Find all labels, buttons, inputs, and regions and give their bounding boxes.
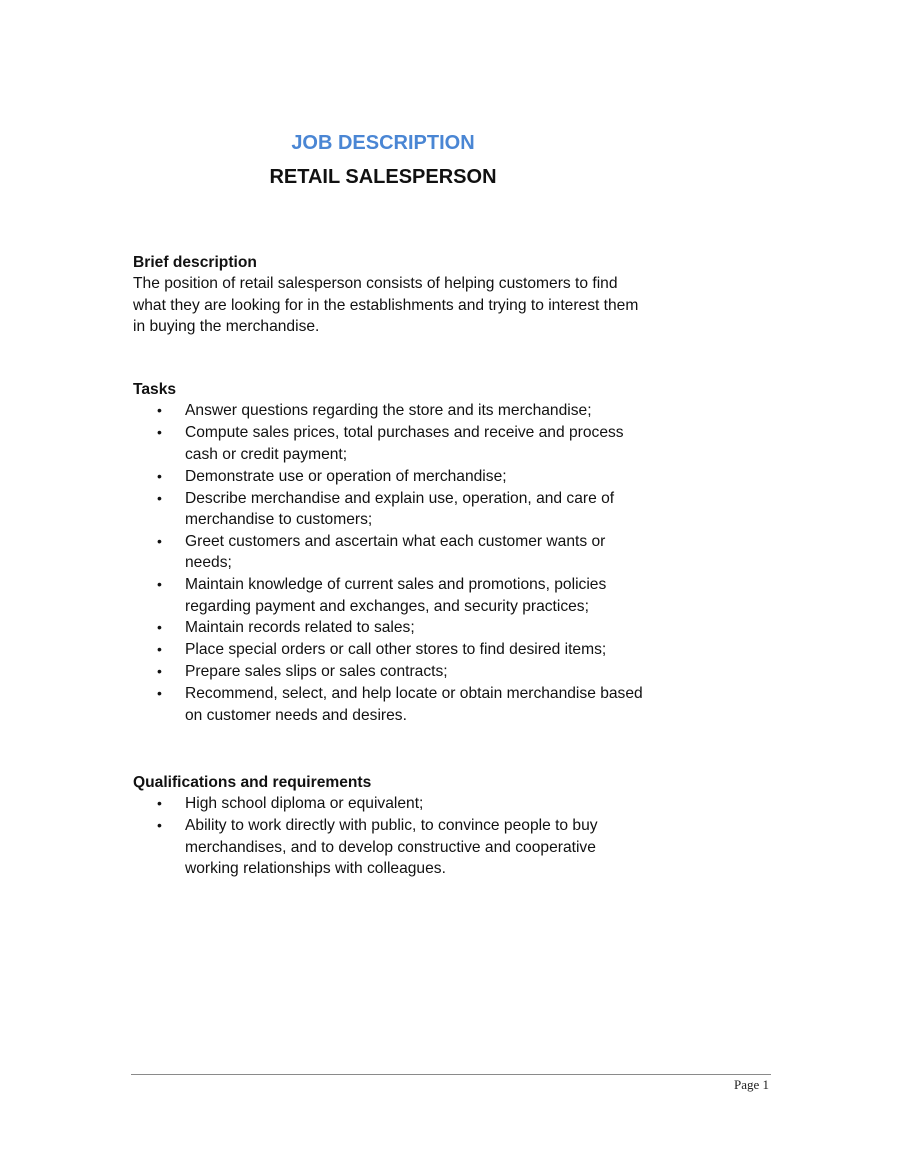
task-text: Compute sales prices, total purchases and receive and process cash or credit payment; bbox=[185, 424, 624, 463]
bullet-icon: • bbox=[157, 402, 162, 419]
qualifications-heading: Qualifications and requirements bbox=[133, 774, 372, 791]
qualification-item bbox=[133, 793, 645, 814]
brief-description-section bbox=[133, 252, 653, 338]
task-item bbox=[133, 422, 645, 465]
brief-description-heading: Brief description bbox=[133, 254, 257, 271]
document-title: JOB DESCRIPTION bbox=[291, 132, 475, 154]
qualification-text: High school diploma or equivalent; bbox=[185, 795, 424, 813]
bullet-icon: • bbox=[157, 817, 162, 834]
task-text: Maintain knowledge of current sales and promotions, policies regarding payment and exchanges, and security practices; bbox=[185, 576, 607, 615]
tasks-list bbox=[133, 400, 653, 726]
tasks-section bbox=[133, 379, 653, 727]
task-item bbox=[133, 531, 645, 574]
task-text: Demonstrate use or operation of merchandise; bbox=[185, 467, 507, 485]
bullet-icon: • bbox=[157, 424, 162, 441]
task-text: Greet customers and ascertain what each customer wants or needs; bbox=[185, 532, 606, 572]
bullet-icon: • bbox=[157, 795, 162, 812]
qualification-item bbox=[133, 815, 645, 879]
footer-divider bbox=[131, 1074, 771, 1075]
bullet-icon: • bbox=[157, 467, 162, 484]
document-subtitle: RETAIL SALESPERSON bbox=[269, 166, 497, 188]
bullet-icon: • bbox=[157, 619, 162, 636]
bullet-icon: • bbox=[157, 685, 162, 702]
task-text: Answer questions regarding the store and its merchandise; bbox=[185, 402, 592, 420]
task-item bbox=[133, 683, 645, 726]
task-text: Place special orders or call other stores to find desired items; bbox=[185, 641, 607, 659]
bullet-icon: • bbox=[157, 641, 162, 658]
tasks-heading: Tasks bbox=[133, 381, 177, 398]
task-text: Describe merchandise and explain use, operation, and care of merchandise to customers; bbox=[185, 489, 615, 528]
task-item bbox=[133, 617, 645, 638]
qualification-text: Ability to work directly with public, to convince people to buy merchandises, and to develop constructive and cooperative working relationships with colleagues. bbox=[185, 817, 598, 878]
bullet-icon: • bbox=[157, 489, 162, 506]
task-text: Recommend, select, and help locate or obtain merchandise based on customer needs and desires. bbox=[185, 685, 643, 724]
task-text: Maintain records related to sales; bbox=[185, 619, 415, 637]
task-text: Prepare sales slips or sales contracts; bbox=[185, 663, 448, 681]
task-item bbox=[133, 639, 645, 660]
task-item bbox=[133, 488, 645, 531]
task-item bbox=[133, 466, 645, 487]
task-item bbox=[133, 400, 645, 421]
task-item bbox=[133, 661, 645, 682]
bullet-icon: • bbox=[157, 663, 162, 680]
task-item bbox=[133, 574, 645, 617]
qualifications-list bbox=[133, 793, 653, 879]
bullet-icon: • bbox=[157, 576, 162, 593]
bullet-icon: • bbox=[157, 532, 162, 549]
page-number: Page 1 bbox=[733, 1077, 769, 1092]
brief-description-text: The position of retail salesperson consists of helping customers to find what they are looking for in the establishments and trying to interest them in buying the merchandise. bbox=[133, 275, 639, 336]
qualifications-section bbox=[133, 772, 653, 880]
